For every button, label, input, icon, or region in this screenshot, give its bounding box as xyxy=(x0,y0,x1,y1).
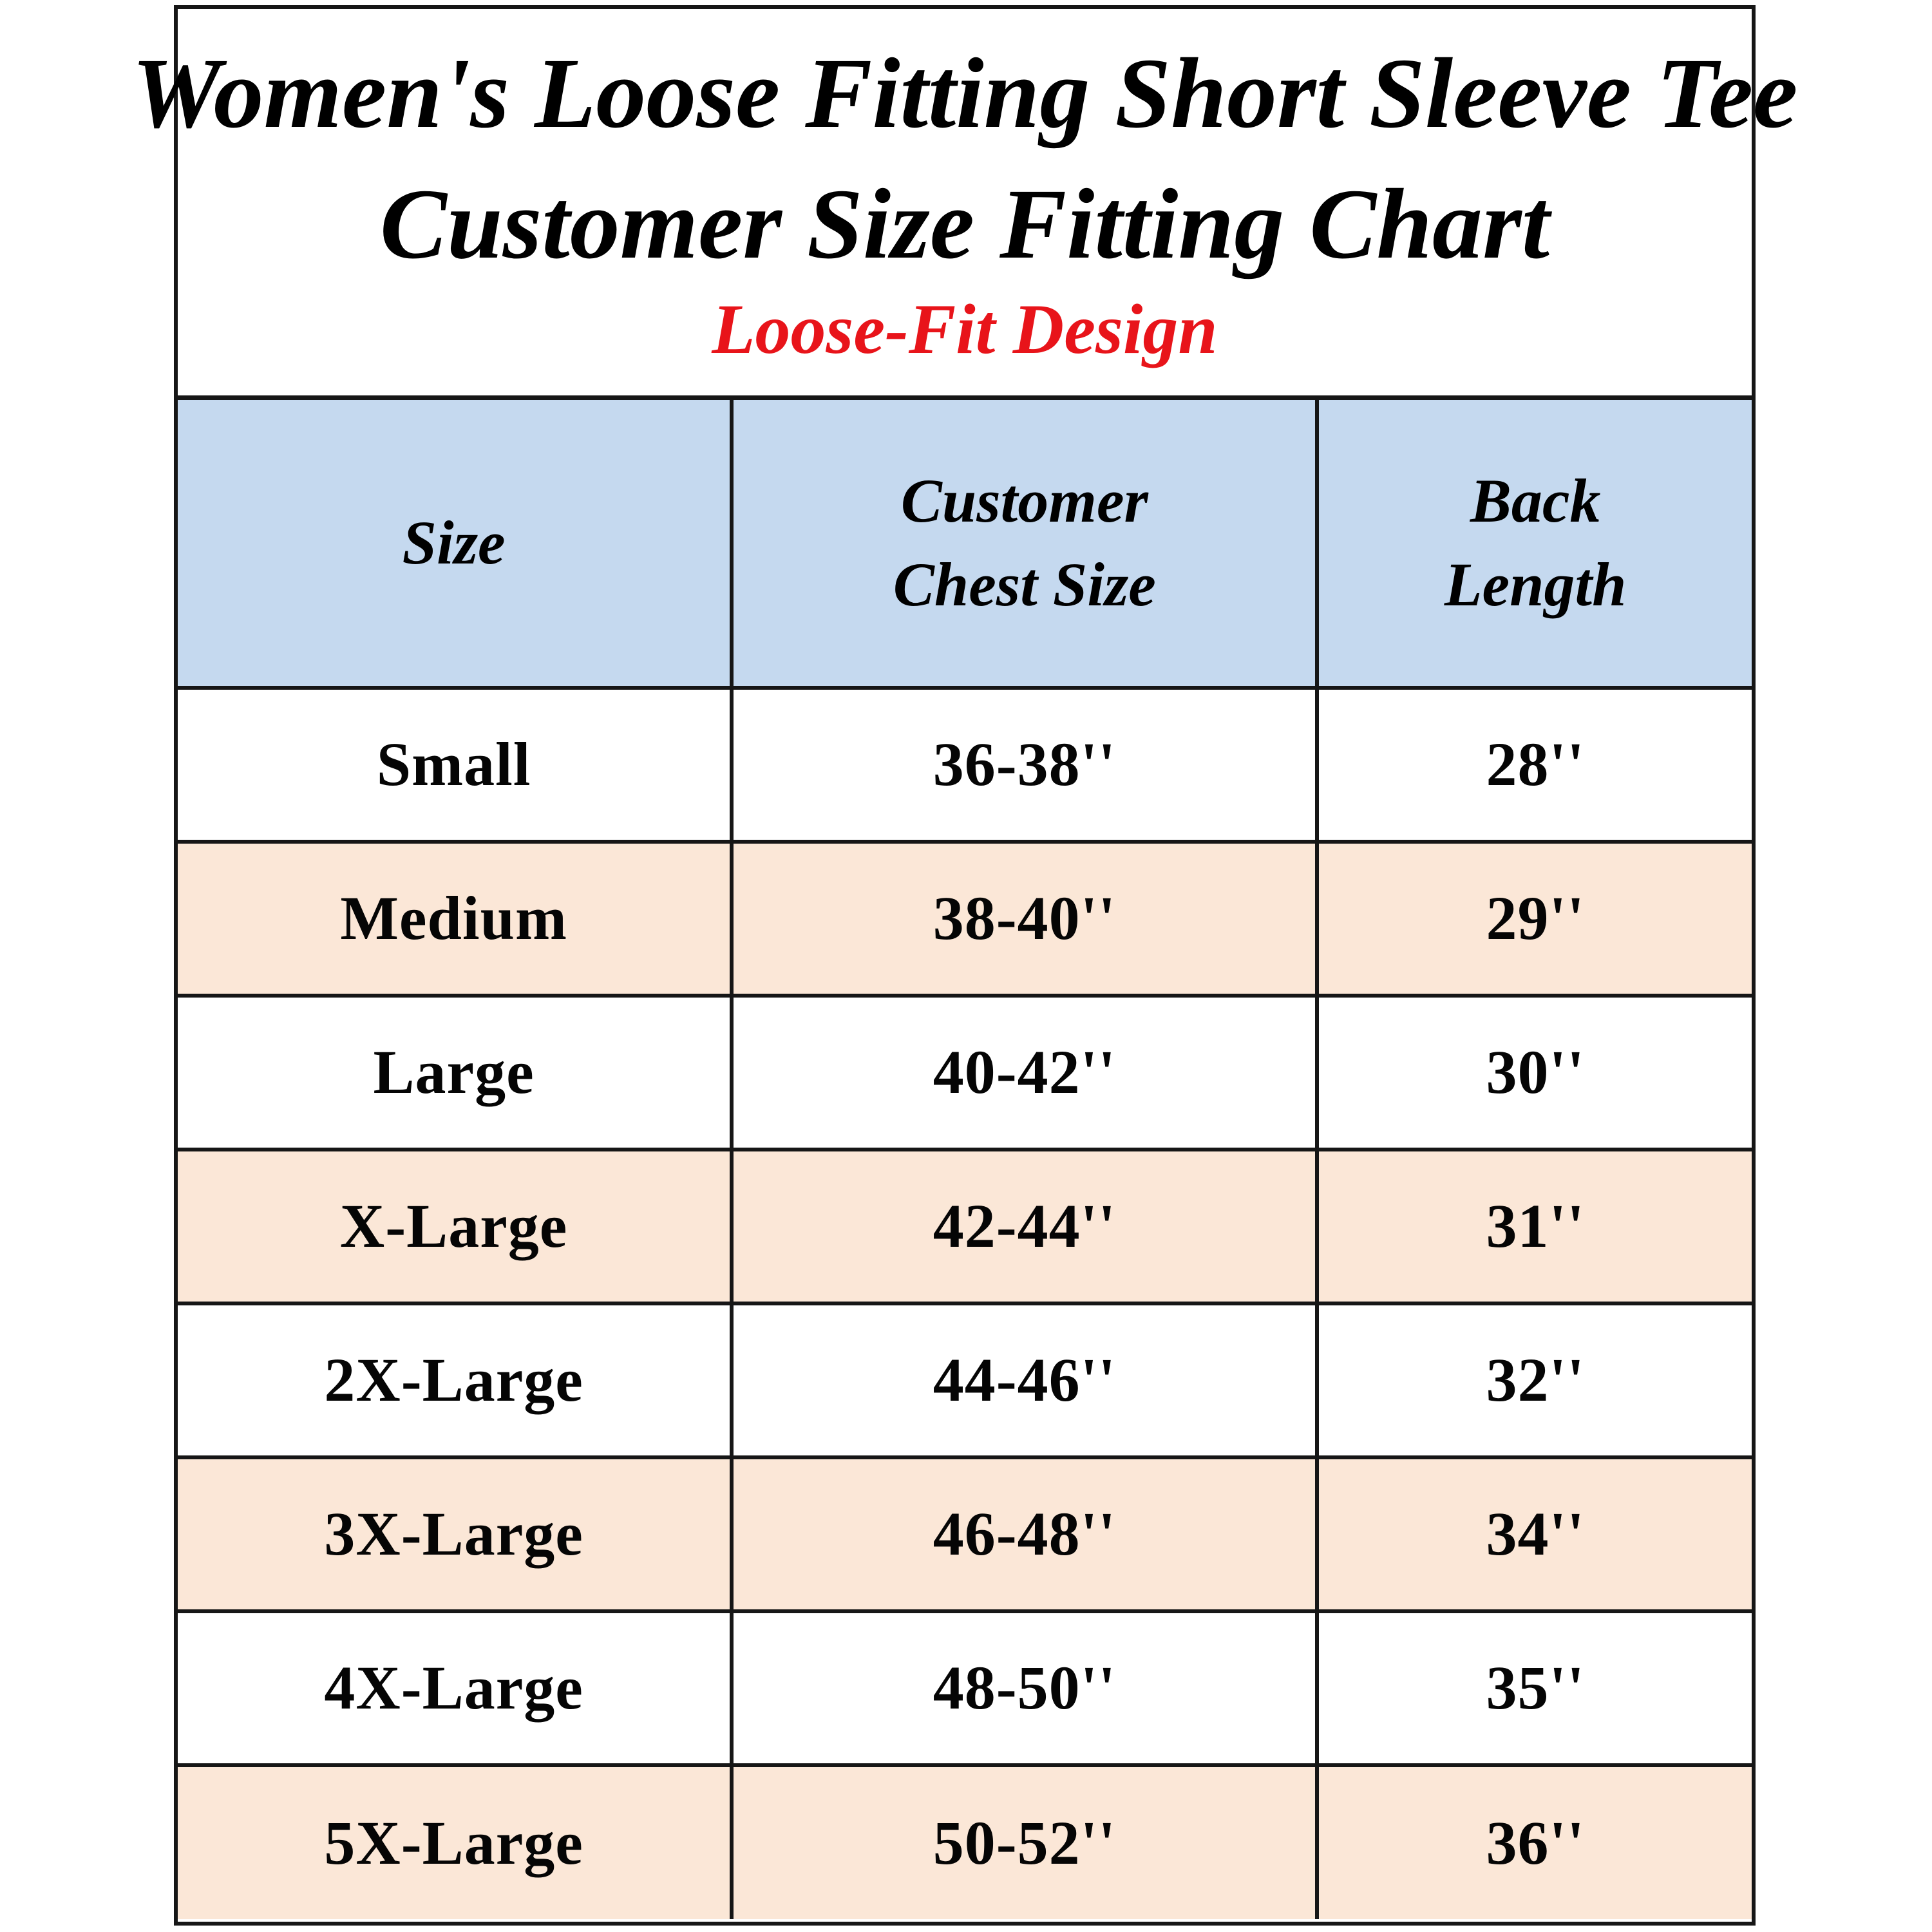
size-column-header xyxy=(178,398,732,688)
back-length-cell: 35'' xyxy=(1317,1611,1752,1765)
back-length-column-header xyxy=(1317,398,1752,688)
title-block xyxy=(131,9,1798,395)
page-title-line-1: Women's Loose Fitting Short Sleeve Tee xyxy=(131,37,1798,149)
size-cell: 4X-Large xyxy=(178,1611,732,1765)
size-cell: Large xyxy=(178,996,732,1150)
back-length-cell: 32'' xyxy=(1317,1303,1752,1457)
table-row xyxy=(178,688,1752,842)
back-length-cell: 36'' xyxy=(1317,1765,1752,1919)
back-length-cell: 31'' xyxy=(1317,1150,1752,1303)
table-row xyxy=(178,1303,1752,1457)
subtitle-loose-fit: Loose-Fit Design xyxy=(712,289,1218,368)
size-chart-table xyxy=(178,395,1752,1919)
size-chart-sheet xyxy=(131,5,1798,1926)
chest-size-cell: 36-38'' xyxy=(732,688,1317,842)
table-row xyxy=(178,1150,1752,1303)
header-line: Length xyxy=(1444,549,1627,619)
chest-size-cell: 40-42'' xyxy=(732,996,1317,1150)
header-line: Size xyxy=(402,507,506,577)
chest-size-column-header xyxy=(732,398,1317,688)
table-row xyxy=(178,996,1752,1150)
back-length-cell: 29'' xyxy=(1317,842,1752,996)
back-length-cell: 30'' xyxy=(1317,996,1752,1150)
table-row xyxy=(178,1765,1752,1919)
size-cell: 3X-Large xyxy=(178,1457,732,1611)
header-row xyxy=(178,398,1752,688)
back-length-cell: 34'' xyxy=(1317,1457,1752,1611)
table-row xyxy=(178,1457,1752,1611)
chest-size-cell: 44-46'' xyxy=(732,1303,1317,1457)
size-cell: Medium xyxy=(178,842,732,996)
chest-size-cell: 38-40'' xyxy=(732,842,1317,996)
size-cell: 2X-Large xyxy=(178,1303,732,1457)
size-cell: 5X-Large xyxy=(178,1765,732,1919)
size-cell: X-Large xyxy=(178,1150,732,1303)
chest-size-cell: 48-50'' xyxy=(732,1611,1317,1765)
page-title-line-2: Customer Size Fitting Chart xyxy=(379,167,1550,279)
header-line: Chest Size xyxy=(893,549,1156,619)
table-row xyxy=(178,1611,1752,1765)
chest-size-cell: 42-44'' xyxy=(732,1150,1317,1303)
chest-size-cell: 46-48'' xyxy=(732,1457,1317,1611)
size-cell: Small xyxy=(178,688,732,842)
chest-size-cell: 50-52'' xyxy=(732,1765,1317,1919)
back-length-cell: 28'' xyxy=(1317,688,1752,842)
header-line: Back xyxy=(1470,466,1601,536)
table-row xyxy=(178,842,1752,996)
header-line: Customer xyxy=(900,466,1148,536)
